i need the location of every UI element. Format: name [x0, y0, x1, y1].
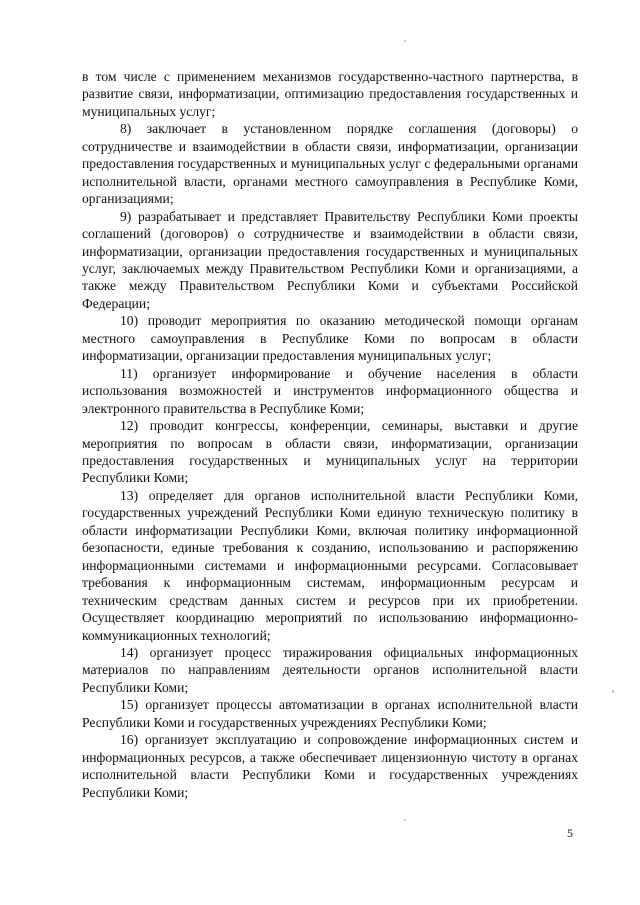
scan-speck	[404, 819, 406, 821]
list-item-11: 11) организует информирование и обучение населения в области использования возможностей и инструментов информационного общества и электронного правительства в Республике Коми;	[82, 365, 578, 416]
scan-speck	[404, 40, 406, 42]
list-item-14: 14) организует процесс тиражирования официальных информационных материалов по направлениям деятельности органов исполнительной власти Республики Коми;	[82, 644, 578, 695]
paragraph-continuation: в том числе с применением механизмов государственно-частного партнерства, в развитие связи, информатизации, оптимизацию предоставления государственных и муниципальных услуг;	[82, 69, 578, 119]
document-body	[82, 68, 578, 801]
list-item-10: 10) проводит мероприятия по оказанию методической помощи органам местного самоуправления в Республике Коми по вопросам в области информатизации, организации предоставления муниципальных услуг;	[82, 313, 578, 364]
list-item-15: 15) организует процессы автоматизации в органах исполнительной власти Республики Коми и государственных учреждениях Республики Коми;	[82, 697, 578, 730]
list-item-8: 8) заключает в установленном порядке соглашения (договоры) о сотрудничестве и взаимодействии в области связи, информатизации, организации предоставления государственных и муниципальных услуг с федеральными органами исполнительной власти, органами местного самоуправления в Республике Коми, организациями;	[82, 121, 578, 207]
list-item-12: 12) проводит конгрессы, конференции, семинары, выставки и другие мероприятия по вопросам в области связи, информатизации, организации предоставления государственных и муниципальных услуг на территории Республики Коми;	[82, 418, 578, 486]
page-number: 5	[567, 826, 573, 840]
scan-speck	[612, 690, 614, 693]
list-item-16: 16) организует эксплуатацию и сопровождение информационных систем и информационных ресурсов, а также обеспечивает лицензионную чистоту в органах исполнительной власти Республики Коми и государственных учреждениях Республики Коми;	[82, 732, 578, 800]
list-item-9: 9) разрабатывает и представляет Правительству Республики Коми проекты соглашений (договоров) о сотрудничестве и взаимодействии в области связи, информатизации, организации предоставления государственных и муниципальных услуг, заключаемых между Правительством Республики Коми и организациями, а также между Правительством Республики Коми и субъектами Российской Федерации;	[82, 208, 578, 311]
list-item-13: 13) определяет для органов исполнительной власти Республики Коми, государственных учреждений Республики Коми единую техническую политику в области информатизации Республики Коми, включая политику информационной безопасности, единые требования к созданию, использованию и распоряжению информационными системами и информационными ресурсами. Согласовывает требования к информационным системам, информационным ресурсам и техническим средствам данных систем и ресурсов при их приобретении. Осуществляет координацию мероприятий по использованию информационно-коммуникационных технологий;	[82, 487, 578, 643]
